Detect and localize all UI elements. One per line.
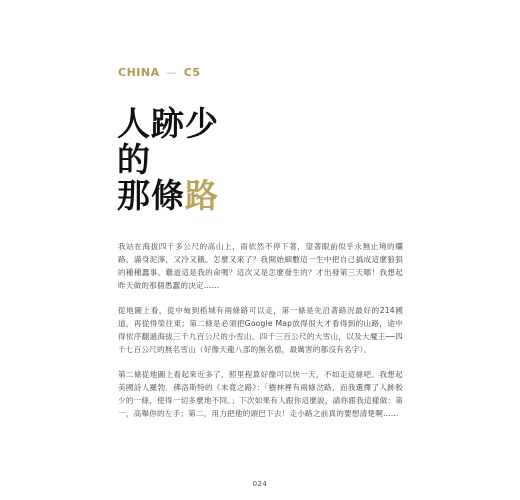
title-line-1: 人跡少 [117, 104, 219, 143]
chapter-title [117, 106, 219, 214]
paragraph-1: 我站在海拔四千多公尺的高山上，雨依然不停下著，望著眼前似乎永無止境的爛路，滿身泥濘，又冷又餓。怎麼又來了？我開始細數這一生中把自己搞成這麼狼狽的種種蠢事。難道這是我的命嗎？這次又是怎麼發生的？才出發第三天哪！我想起昨天做的那個愚蠢的決定…… [118, 242, 403, 290]
chapter-region: CHINA [118, 66, 160, 79]
title-line-3-main: 那條 [117, 176, 185, 215]
chapter-label [118, 66, 201, 79]
paragraph-2: 從地圖上看，從中甸到稻城有兩條路可以走，第一條是先沿著路況最好的214國道，再從得榮往東；第二條是必須把Google Map放得很大才看得到的山路，途中得依序翻過海拔三千九百公尺的小雪山、四千三百公尺的大雪山，以及大魔王──四千七百公尺的無名雪山（好像天龍八部的無名僧，最厲害的都沒有名字）。 [118, 306, 403, 354]
chapter-separator: — [165, 66, 178, 79]
page-number: 024 [252, 480, 268, 488]
chapter-code: C5 [183, 66, 201, 79]
title-line-2: 的 [117, 140, 151, 179]
title-line-3 [117, 178, 219, 214]
title-accent-character: 路 [185, 176, 219, 215]
paragraph-3: 第二條從地圖上看起來近多了，照里程算好像可以快一天，不如走這條吧。我想起美國詩人羅勃．佛洛斯特的《未竟之路》：「樹林裡有兩條岔路，而我選擇了人跡較少的一條，使得一切多麼地不同。」下次如果有人跟你這麼說，請你跟我這樣做：第一，高舉你的左手；第二，用力把他的頭巴下去！走小路之前真的要想清楚啊…… [118, 370, 403, 418]
body-text [118, 240, 403, 432]
